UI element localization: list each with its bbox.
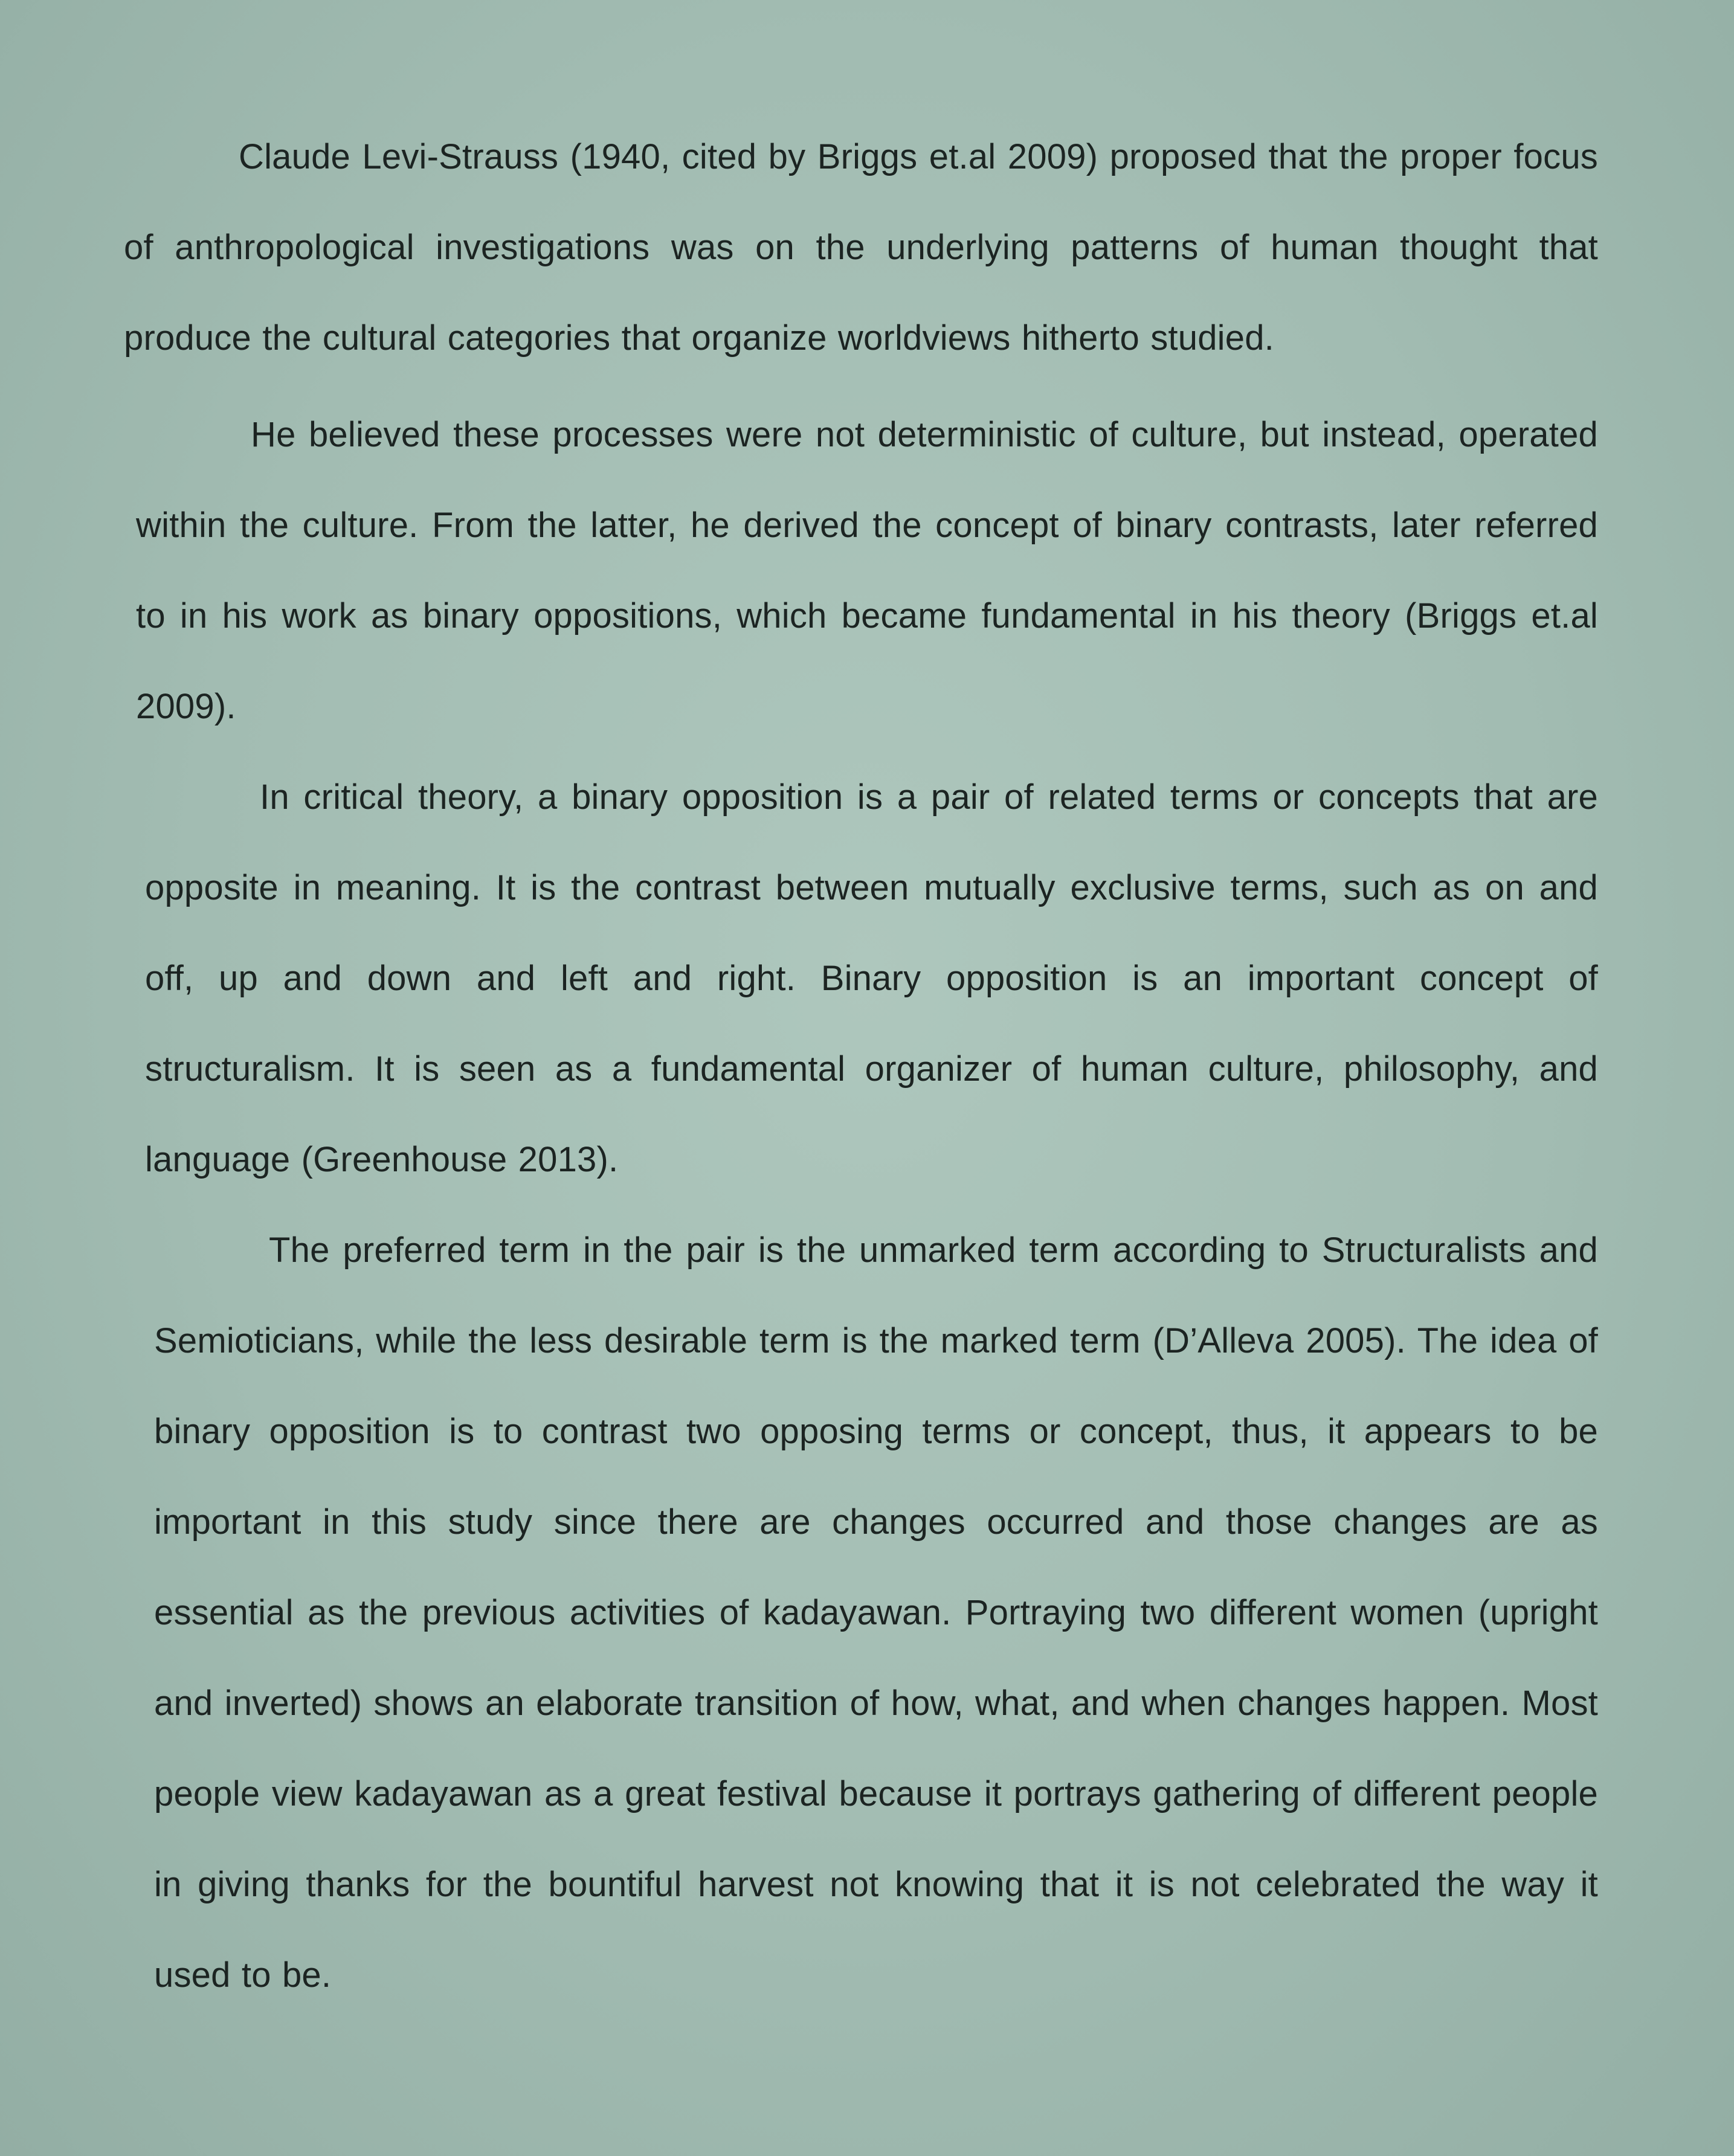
paragraph-2-text: He believed these processes were not deterministic of culture, but instead, operated within the culture. From the latter, he derived the concept of binary contrasts, later referred to in his work as binary oppositions, which became fundamental in his theory (Briggs et.al 2009). <box>136 415 1598 726</box>
paragraph-4 <box>154 1205 1598 2021</box>
paragraph-1-text: Claude Levi-Strauss (1940, cited by Briggs et.al 2009) proposed that the proper focus of anthropological investigations was on the underlying patterns of human thought that produce the cultural categories that organize worldviews hitherto studied. <box>124 137 1598 358</box>
paragraph-3 <box>145 752 1598 1205</box>
document-page <box>124 112 1598 2045</box>
paragraph-3-text: In critical theory, a binary opposition is a pair of related terms or concepts that are opposite in meaning. It is the contrast between mutually exclusive terms, such as on and off, up and down and left and right. Binary opposition is an important concept of structuralism. It is seen as a fundamental organizer of human culture, philosophy, and language (Greenhouse 2013). <box>145 777 1598 1179</box>
paragraph-2 <box>136 390 1598 752</box>
paragraph-4-text: The preferred term in the pair is the unmarked term according to Structuralists and Semioticians, while the less desirable term is the marked term (D’Alleva 2005). The idea of binary opposition is to contrast two opposing terms or concept, thus, it appears to be important in this study since there are changes occurred and those changes are as essential as the previous activities of kadayawan. Portraying two different women (upright and inverted) shows an elaborate transition of how, what, and when changes happen. Most people view kadayawan as a great festival because it portrays gathering of different people in giving thanks for the bountiful harvest not knowing that it is not celebrated the way it used to be. <box>154 1231 1598 1995</box>
paragraph-1 <box>124 112 1598 384</box>
